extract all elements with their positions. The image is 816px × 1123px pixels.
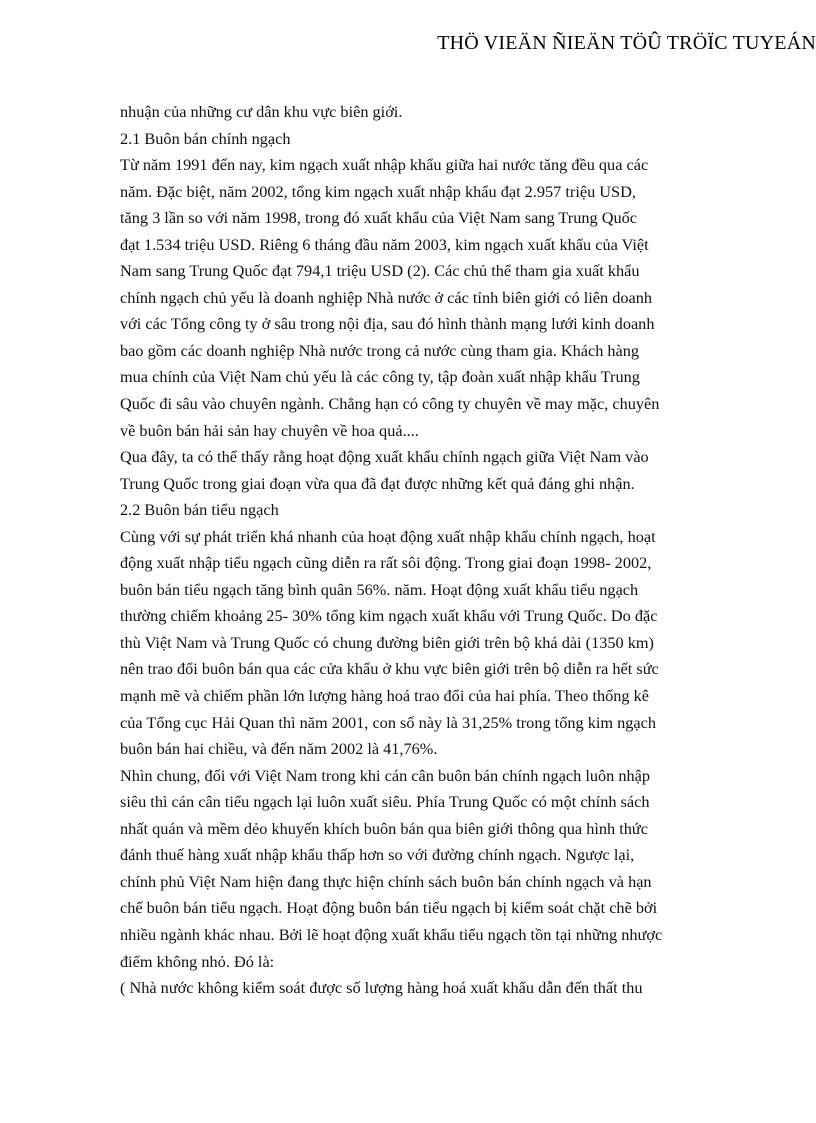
text-line: Nam sang Trung Quốc đạt 794,1 triệu USD (2). Các chủ thể tham gia xuất khẩu bbox=[120, 261, 640, 281]
text-line: buôn bán hai chiều, và đến năm 2002 là 41,76%. bbox=[120, 739, 438, 759]
text-line: điểm không nhỏ. Đó là: bbox=[120, 951, 275, 971]
section-heading: 2.2 Buôn bán tiểu ngạch bbox=[120, 500, 279, 520]
text-line: năm. Đặc biệt, năm 2002, tổng kim ngạch xuất nhập khẩu đạt 2.957 triệu USD, bbox=[120, 181, 636, 201]
text-line: nên trao đổi buôn bán qua các cửa khẩu ở khu vực biên giới trên bộ diễn ra hết sức bbox=[120, 659, 659, 679]
text-line: Quốc đi sâu vào chuyên ngành. Chẳng hạn có công ty chuyên về may mặc, chuyên bbox=[120, 394, 660, 414]
text-line: với các Tổng công ty ở sâu trong nội địa, sau đó hình thành mạng lưới kinh doanh bbox=[120, 314, 655, 334]
text-line: nhiều ngành khác nhau. Bởi lẽ hoạt động xuất khẩu tiểu ngạch tồn tại những nhược bbox=[120, 924, 663, 944]
text-line: siêu thì cán cân tiểu ngạch lại luôn xuất siêu. Phía Trung Quốc có một chính sách bbox=[120, 792, 650, 812]
text-line: chế buôn bán tiểu ngạch. Hoạt động buôn bán tiểu ngạch bị kiểm soát chặt chẽ bởi bbox=[120, 898, 658, 918]
text-line: của Tổng cục Hải Quan thì năm 2001, con số này là 31,25% trong tổng kim ngạch bbox=[120, 712, 656, 732]
text-line: thường chiếm khoảng 25- 30% tổng kim ngạch xuất khẩu với Trung Quốc. Do đặc bbox=[120, 606, 658, 626]
text-line: Cùng với sự phát triển khá nhanh của hoạt động xuất nhập khẩu chính ngạch, hoạt bbox=[120, 526, 656, 546]
text-line: chính phủ Việt Nam hiện đang thực hiện chính sách buôn bán chính ngạch và hạn bbox=[120, 871, 652, 891]
text-line: nhất quán và mềm dẻo khuyến khích buôn bán qua biên giới thông qua hình thức bbox=[120, 818, 648, 838]
text-line: nhuận của những cư dân khu vực biên giới. bbox=[120, 102, 403, 121]
text-line: động xuất nhập tiểu ngạch cũng diễn ra rất sôi động. Trong giai đoạn 1998- 2002, bbox=[120, 553, 652, 573]
text-line: mạnh mẽ và chiếm phần lớn lượng hàng hoá trao đổi của hai phía. Theo thống kê bbox=[120, 686, 649, 706]
page-header: THÖ VIEÄN ÑIEÄN TÖÛ TRÖÏC TUYEÁN bbox=[437, 32, 816, 54]
text-line: đạt 1.534 triệu USD. Riêng 6 tháng đầu năm 2003, kim ngạch xuất khẩu của Việt bbox=[120, 234, 649, 254]
text-line: Trung Quốc trong giai đoạn vừa qua đã đạt được những kết quả đáng ghi nhận. bbox=[120, 473, 635, 493]
text-line: tăng 3 lần so với năm 1998, trong đó xuất khẩu của Việt Nam sang Trung Quốc bbox=[120, 208, 637, 228]
text-line: chính ngạch chủ yếu là doanh nghiệp Nhà nước ở các tỉnh biên giới có liên doanh bbox=[120, 287, 652, 307]
text-line: về buôn bán hải sản hay chuyên về hoa quả.... bbox=[120, 420, 419, 440]
text-line: Nhìn chung, đối với Việt Nam trong khi cán cân buôn bán chính ngạch luôn nhập bbox=[120, 765, 651, 785]
text-line: Qua đây, ta có thể thấy rằng hoạt động xuất khẩu chính ngạch giữa Việt Nam vào bbox=[120, 447, 649, 467]
text-line: đánh thuế hàng xuất nhập khẩu thấp hơn so với đường chính ngạch. Ngược lại, bbox=[120, 845, 635, 865]
text-line: buôn bán tiểu ngạch tăng bình quân 56%. năm. Hoạt động xuất khẩu tiểu ngạch bbox=[120, 579, 639, 599]
text-line: bao gồm các doanh nghiệp Nhà nước trong cả nước cùng tham gia. Khách hàng bbox=[120, 340, 640, 360]
text-line: ( Nhà nước không kiểm soát được số lượng hàng hoá xuất khẩu dẫn đến thất thu bbox=[120, 978, 643, 998]
section-heading: 2.1 Buôn bán chính ngạch bbox=[120, 128, 291, 148]
document-body bbox=[120, 99, 720, 1002]
text-line: mua chính của Việt Nam chủ yếu là các công ty, tập đoàn xuất nhập khẩu Trung bbox=[120, 367, 640, 387]
text-line: thù Việt Nam và Trung Quốc có chung đường biên giới trên bộ khá dài (1350 km) bbox=[120, 632, 654, 652]
text-line: Từ năm 1991 đến nay, kim ngạch xuất nhập khẩu giữa hai nước tăng đều qua các bbox=[120, 155, 649, 175]
